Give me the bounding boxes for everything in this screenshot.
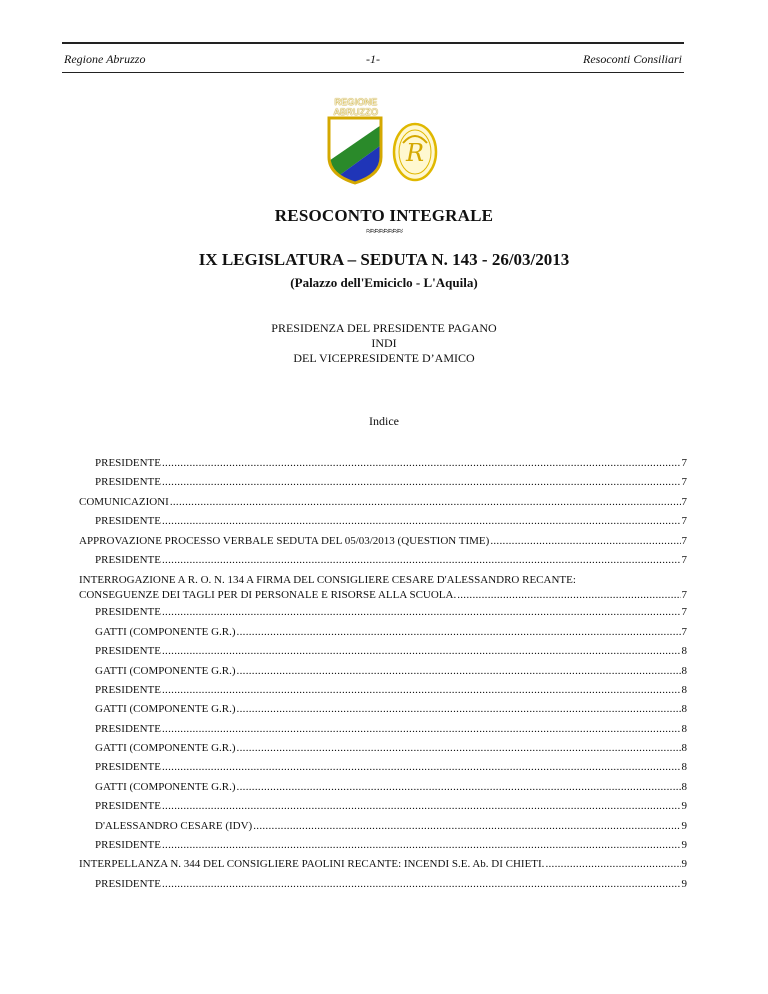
toc-leader-dots (162, 642, 681, 661)
toc-entry[interactable] (79, 493, 687, 512)
header-page-number: -1- (366, 52, 380, 66)
toc-entry-label: CONSEGUENZE DEI TAGLI PER DI PERSONALE E RISORSE ALLA SCUOLA. (79, 589, 457, 602)
toc-entry-label: PRESIDENTE (95, 645, 161, 658)
toc-entry-label: PRESIDENTE (95, 515, 161, 528)
index-heading: Indice (369, 414, 399, 428)
toc-entry-label: GATTI (COMPONENTE G.R.) (95, 625, 236, 638)
presidency-line-2: INDI (371, 336, 397, 350)
toc-entry[interactable] (95, 836, 687, 855)
toc-page-number: 9 (681, 858, 687, 871)
toc-entry[interactable] (95, 875, 687, 894)
toc-leader-dots (162, 681, 681, 700)
region-label-line1: REGIONE (334, 97, 378, 107)
session-place: (Palazzo dell'Emiciclo - L'Aquila) (290, 275, 478, 290)
toc-leader-dots (253, 817, 680, 836)
header-left: Regione Abruzzo (64, 52, 146, 66)
toc-entry-label: PRESIDENTE (95, 606, 161, 619)
toc-entry[interactable] (95, 512, 687, 531)
toc-entry-label: PRESIDENTE (95, 457, 161, 469)
toc-leader-dots (237, 778, 681, 797)
toc-page-number: 7 (681, 589, 687, 602)
consiglio-seal-logo (392, 121, 438, 183)
toc-entry[interactable] (95, 473, 687, 492)
logos (320, 95, 450, 190)
toc-page-number: 8 (681, 703, 687, 716)
toc-entry[interactable] (95, 700, 687, 719)
toc-entry[interactable] (95, 623, 687, 642)
toc-leader-dots (170, 493, 681, 512)
toc-entry[interactable] (79, 570, 687, 603)
toc-leader-dots (162, 836, 681, 855)
toc-entry-label: GATTI (COMPONENTE G.R.) (95, 742, 236, 755)
toc-leader-dots (237, 623, 681, 642)
toc-page-number: 8 (681, 742, 687, 755)
toc-entry[interactable] (95, 662, 687, 681)
toc-entry[interactable] (95, 681, 687, 700)
toc-page-number: 8 (681, 722, 687, 735)
toc-entry[interactable] (95, 720, 687, 739)
toc-leader-dots (162, 473, 681, 492)
session-title: IX LEGISLATURA – SEDUTA N. 143 - 26/03/2013 (198, 250, 570, 269)
toc-entry[interactable] (95, 797, 687, 816)
toc-leader-dots (162, 875, 681, 894)
title-separator: ≈≈≈≈≈≈≈≈ (366, 226, 402, 237)
toc-entry-label: PRESIDENTE (95, 683, 161, 696)
toc-leader-dots (162, 551, 681, 570)
toc-entry-label: INTERPELLANZA N. 344 DEL CONSIGLIERE PAOLINI RECANTE: INCENDI S.E. Ab. DI CHIETI. (79, 858, 545, 871)
toc-entry[interactable] (95, 454, 687, 473)
toc-page-number: 7 (681, 476, 687, 489)
page-header (62, 42, 684, 73)
header-right: Resoconti Consiliari (583, 52, 682, 66)
toc-leader-dots (237, 662, 681, 681)
toc-entry-label: GATTI (COMPONENTE G.R.) (95, 664, 236, 677)
toc-leader-dots (490, 532, 680, 551)
toc-page-number: 7 (681, 553, 687, 566)
toc-leader-dots (162, 512, 681, 531)
toc-page-number: 9 (681, 819, 687, 832)
svg-text:R: R (405, 139, 425, 167)
toc-entry-label: PRESIDENTE (95, 839, 161, 852)
toc-entry[interactable] (95, 817, 687, 836)
toc-page-number: 7 (681, 625, 687, 638)
toc-entry[interactable] (79, 532, 687, 551)
toc-page-number: 8 (681, 780, 687, 793)
toc-leader-dots (162, 758, 681, 777)
toc-page-number: 7 (681, 515, 687, 528)
toc-page-number: 8 (681, 761, 687, 774)
toc-entry-label: PRESIDENTE (95, 553, 161, 566)
presidency-line-1: PRESIDENZA DEL PRESIDENTE PAGANO (271, 321, 497, 335)
toc-entry[interactable] (79, 855, 687, 874)
toc-entry-label: COMUNICAZIONI (79, 495, 169, 508)
toc-entry-label: PRESIDENTE (95, 722, 161, 735)
toc-entry[interactable] (95, 642, 687, 661)
toc-page-number: 7 (681, 606, 687, 619)
toc-leader-dots (237, 739, 681, 758)
toc-leader-dots (237, 700, 681, 719)
toc-leader-dots (162, 454, 681, 473)
toc-entry-label: GATTI (COMPONENTE G.R.) (95, 780, 236, 793)
toc-leader-dots (545, 855, 680, 874)
toc-leader-dots (457, 588, 680, 603)
toc-page-number: 8 (681, 645, 687, 658)
toc-page-number: 7 (681, 457, 687, 469)
toc-entry-label: APPROVAZIONE PROCESSO VERBALE SEDUTA DEL 05/03/2013 (QUESTION TIME) (79, 534, 490, 547)
region-label (326, 97, 386, 117)
toc-entry[interactable] (95, 778, 687, 797)
toc-entry-label: PRESIDENTE (95, 877, 161, 890)
toc-entry-label: PRESIDENTE (95, 800, 161, 813)
toc-page-number: 7 (681, 534, 687, 547)
table-of-contents (79, 454, 687, 894)
toc-leader-dots (162, 797, 681, 816)
toc-entry[interactable] (95, 758, 687, 777)
toc-entry-label: INTERROGAZIONE A R. O. N. 134 A FIRMA DEL CONSIGLIERE CESARE D'ALESSANDRO RECANTE: (79, 574, 576, 587)
region-label-line2: ABRUZZO (333, 107, 379, 117)
toc-entry-label: D'ALESSANDRO CESARE (IDV) (95, 819, 253, 832)
presidency-line-3: DEL VICEPRESIDENTE D’AMICO (293, 351, 475, 365)
abruzzo-crest-logo (326, 115, 384, 185)
toc-page-number: 9 (681, 877, 687, 890)
toc-entry-label: PRESIDENTE (95, 476, 161, 489)
toc-entry[interactable] (95, 603, 687, 622)
toc-entry-label: GATTI (COMPONENTE G.R.) (95, 703, 236, 716)
toc-entry[interactable] (95, 739, 687, 758)
toc-page-number: 9 (681, 800, 687, 813)
toc-leader-dots (162, 720, 681, 739)
toc-entry[interactable] (95, 551, 687, 570)
document-title: RESOCONTO INTEGRALE (274, 206, 494, 225)
toc-page-number: 7 (681, 495, 687, 508)
toc-leader-dots (162, 603, 681, 622)
toc-page-number: 8 (681, 664, 687, 677)
toc-entry-label: PRESIDENTE (95, 761, 161, 774)
toc-page-number: 8 (681, 683, 687, 696)
toc-page-number: 9 (681, 839, 687, 852)
